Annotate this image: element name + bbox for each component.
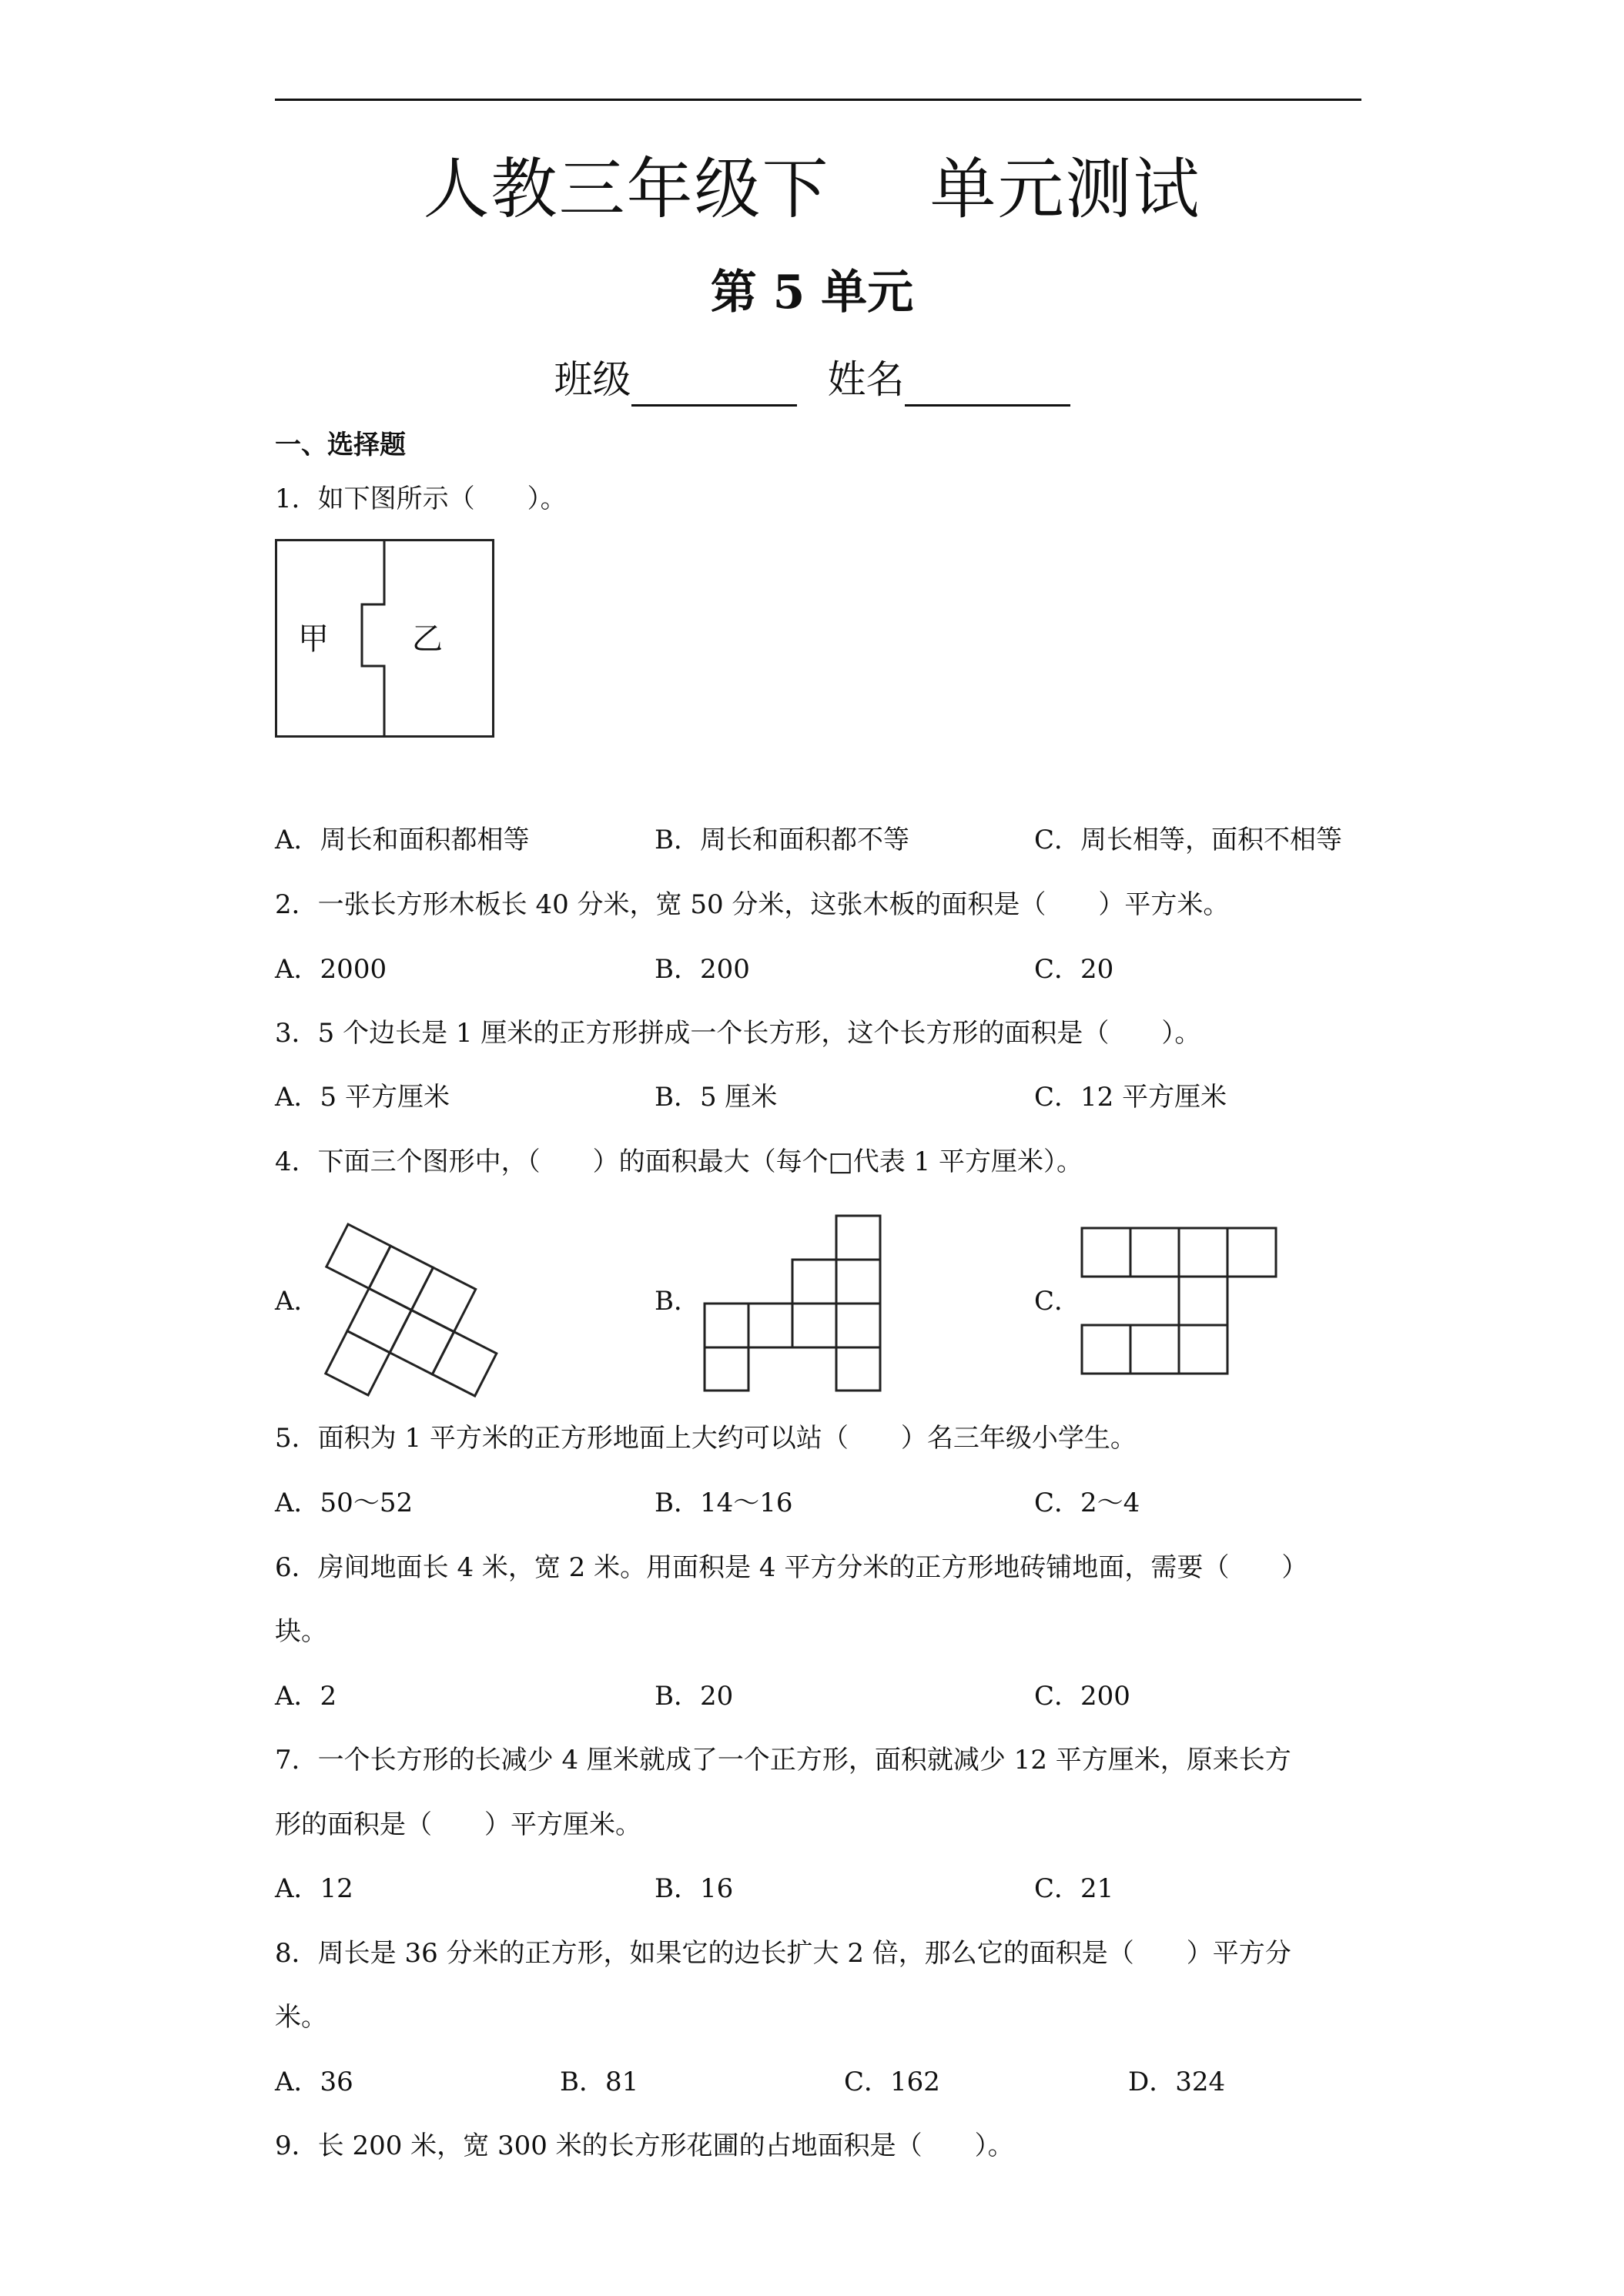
q3-option-c[interactable]: C．12 平方厘米 (1034, 1082, 1227, 1113)
page-title (0, 151, 1624, 228)
q6-stem-line1: 6．房间地面长 4 米，宽 2 米。用面积是 4 平方分米的正方形地砖铺地面，需要（ ） (275, 1552, 1308, 1583)
q4-option-a[interactable]: A． (275, 1286, 320, 1317)
q7-stem-line2: 形的面积是（ ）平方厘米。 (275, 1809, 641, 1840)
unit-title: 第 5 单元 (710, 266, 914, 320)
name-label: 姓名 (827, 357, 905, 402)
q6-option-b[interactable]: B．20 (655, 1681, 734, 1712)
section-heading: 一、选择题 (275, 430, 406, 460)
q1-figure (275, 539, 494, 738)
q3-option-a[interactable]: A．5 平方厘米 (275, 1082, 450, 1113)
q1-dividing-line (362, 541, 384, 737)
q1-label-right: 乙 (412, 621, 443, 657)
q2-option-b[interactable]: B．200 (655, 954, 750, 985)
q8-stem-line1: 8．周长是 36 分米的正方形，如果它的边长扩大 2 倍，那么它的面积是（ ）平方分 (275, 1938, 1291, 1969)
q2-stem: 2．一张长方形木板长 40 分米，宽 50 分米，这张木板的面积是（ ）平方米。 (275, 889, 1230, 920)
q8-option-b[interactable]: B．81 (560, 2067, 639, 2097)
q1-option-b[interactable]: B．周长和面积都不等 (655, 825, 909, 855)
q2-option-c[interactable]: C．20 (1034, 954, 1114, 985)
q8-stem-line2: 米。 (275, 2002, 327, 2033)
q4-option-b[interactable]: B． (655, 1286, 700, 1317)
q5-option-a[interactable]: A．50～52 (275, 1488, 414, 1518)
q7-option-b[interactable]: B．16 (655, 1873, 734, 1904)
q5-option-b[interactable]: B．14～16 (655, 1488, 793, 1518)
q4-option-c[interactable]: C． (1034, 1286, 1081, 1317)
q6-option-c[interactable]: C．200 (1034, 1681, 1130, 1712)
q2-option-a[interactable]: A．2000 (275, 954, 387, 985)
q1-option-c[interactable]: C．周长相等，面积不相等 (1034, 825, 1343, 855)
q8-option-c[interactable]: C．162 (844, 2067, 940, 2097)
q9-stem: 9．长 200 米，宽 300 米的长方形花圃的占地面积是（ ）。 (275, 2130, 1014, 2161)
header-rule (275, 99, 1361, 101)
q7-stem-line1: 7．一个长方形的长减少 4 厘米就成了一个正方形，面积就减少 12 平方厘米，原来长方 (275, 1745, 1291, 1776)
q5-option-c[interactable]: C．2～4 (1034, 1488, 1140, 1518)
q7-option-a[interactable]: A．12 (275, 1873, 353, 1904)
q4-figure-c (1080, 1226, 1287, 1380)
q1-stem: 1．如下图所示（ ）。 (275, 484, 567, 514)
class-label: 班级 (554, 357, 631, 402)
class-blank[interactable] (631, 361, 797, 407)
q8-option-d[interactable]: D．324 (1128, 2067, 1226, 2097)
q8-option-a[interactable]: A．36 (275, 2067, 353, 2097)
q1-option-a[interactable]: A．周长和面积都相等 (275, 825, 530, 855)
title-left: 人教三年级下 (423, 151, 830, 228)
q4-figure-b (702, 1214, 887, 1391)
student-info-line (0, 353, 1624, 407)
q4-figure-a (308, 1217, 570, 1401)
q3-stem: 3．5 个边长是 1 厘米的正方形拼成一个长方形，这个长方形的面积是（ ）。 (275, 1018, 1201, 1049)
title-right: 单元测试 (929, 151, 1201, 228)
q5-stem: 5．面积为 1 平方米的正方形地面上大约可以站（ ）名三年级小学生。 (275, 1423, 1137, 1454)
name-blank[interactable] (905, 361, 1070, 407)
q1-label-left: 甲 (298, 621, 329, 657)
q3-option-b[interactable]: B．5 厘米 (655, 1082, 778, 1113)
q6-option-a[interactable]: A．2 (275, 1681, 337, 1712)
q4-stem: 4．下面三个图形中，（ ）的面积最大（每个□代表 1 平方厘米）。 (275, 1146, 1083, 1177)
q7-option-c[interactable]: C．21 (1034, 1873, 1114, 1904)
q6-stem-line2: 块。 (275, 1616, 327, 1647)
